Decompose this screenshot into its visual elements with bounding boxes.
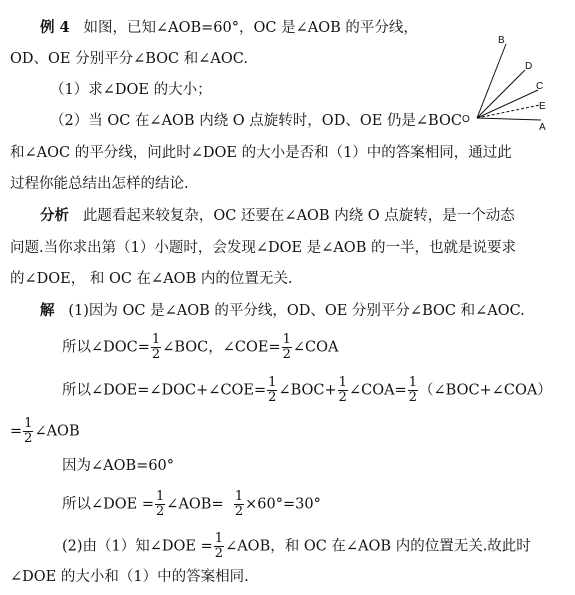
ray-OA [477,118,541,120]
step-7-text-b: ∠AOB，和 OC 在∠AOB 内的位置无关.故此时 [225,538,531,555]
solution-step-3 [62,376,552,405]
step-2-text-c: ∠COA [292,339,339,356]
step-2-text-b: ∠BOC，∠COE= [162,339,281,356]
frac-den: 2 [214,546,224,561]
fraction-half [267,376,277,405]
step-6-text-a: 所以∠DOE = [62,496,155,513]
step-3-text-b: ∠BOC+ [278,382,337,399]
frac-num: 1 [24,416,33,431]
frac-den: 2 [338,390,347,405]
frac-num: 1 [151,332,161,347]
solution-step-7 [62,532,531,561]
solution-step-5: 因为∠AOB=60° [62,458,175,474]
fraction-half [155,490,165,519]
step-4-text-a: = [10,423,23,440]
frac-num: 1 [338,375,347,390]
frac-num: 1 [156,489,165,504]
frac-num: 1 [214,531,224,546]
frac-num: 1 [234,489,244,504]
frac-den: 2 [268,390,277,405]
ray-OE [477,105,540,118]
question-2-line-3: 过程你能总结出怎样的结论. [10,176,189,192]
problem-line-2: OD、OE 分别平分∠BOC 和∠AOC. [10,51,248,67]
question-2-line-1: （2）当 OC 在∠AOB 内绕 O 点旋转时，OD、OE 仍是∠BOC [50,113,462,129]
label-D: D [525,61,533,72]
frac-num: 1 [268,375,277,390]
frac-den: 2 [408,390,417,405]
frac-den: 2 [156,504,165,519]
solution-line-1 [40,301,525,321]
analysis-line-1 [40,206,515,226]
fraction-half [214,532,224,561]
fraction-half [151,333,161,362]
solution-step-8: ∠DOE 的大小和（1）中的答案相同. [10,569,249,585]
fraction-half [338,376,348,405]
label-B: B [498,35,505,46]
example-label: 例 4 [40,19,70,36]
step-6-text-c: ×60°=30° [245,496,321,513]
question-1: （1）求∠DOE 的大小； [50,82,212,98]
analysis-line-3: 的∠DOE， 和 OC 在∠AOB 内的位置无关. [10,271,293,287]
fraction-half [408,376,418,405]
frac-den: 2 [151,347,161,362]
step-3-text-c: ∠COA= [348,382,407,399]
solution-step-2 [62,333,339,362]
frac-num: 1 [408,375,417,390]
fraction-half [234,490,244,519]
solution-label: 解 [40,302,55,319]
question-2-line-2: 和∠AOC 的平分线，问此时∠DOE 的大小是否和（1）中的答案相同，通过此 [10,145,512,161]
step-6-text-b: ∠AOB= [166,496,224,513]
label-O: O [462,114,470,125]
solution-text-1: (1)因为 OC 是∠AOB 的平分线，OD、OE 分别平分∠BOC 和∠AOC. [68,303,525,319]
step-4-text-b: ∠AOB [34,423,80,440]
analysis-line-2: 问题.当你求出第（1）小题时，会发现∠DOE 是∠AOB 的一半，也就是说要求 [10,240,516,256]
solution-step-4 [10,417,80,446]
label-A: A [539,122,546,133]
step-3-text-a: 所以∠DOE=∠DOC+∠COE= [62,382,267,399]
problem-line-1 [40,18,418,38]
label-C: C [536,81,544,92]
angle-figure [455,30,570,140]
frac-den: 2 [282,347,291,362]
frac-den: 2 [234,504,244,519]
frac-den: 2 [24,431,33,446]
solution-step-6 [62,490,321,519]
ray-OD [477,70,525,118]
step-7-text-a: (2)由（1）知∠DOE = [62,538,213,555]
analysis-label: 分析 [40,207,69,224]
step-2-text-a: 所以∠DOC= [62,339,150,356]
fraction-half [282,333,292,362]
fraction-half [23,417,33,446]
problem-text-1: 如图，已知∠AOB=60°，OC 是∠AOB 的平分线， [83,20,418,36]
label-E: E [539,101,546,112]
frac-num: 1 [282,332,291,347]
step-3-text-d: （∠BOC+∠COA） [419,382,552,399]
analysis-text-1: 此题看起来较复杂，OC 还要在∠AOB 内绕 O 点旋转，是一个动态 [82,208,515,224]
